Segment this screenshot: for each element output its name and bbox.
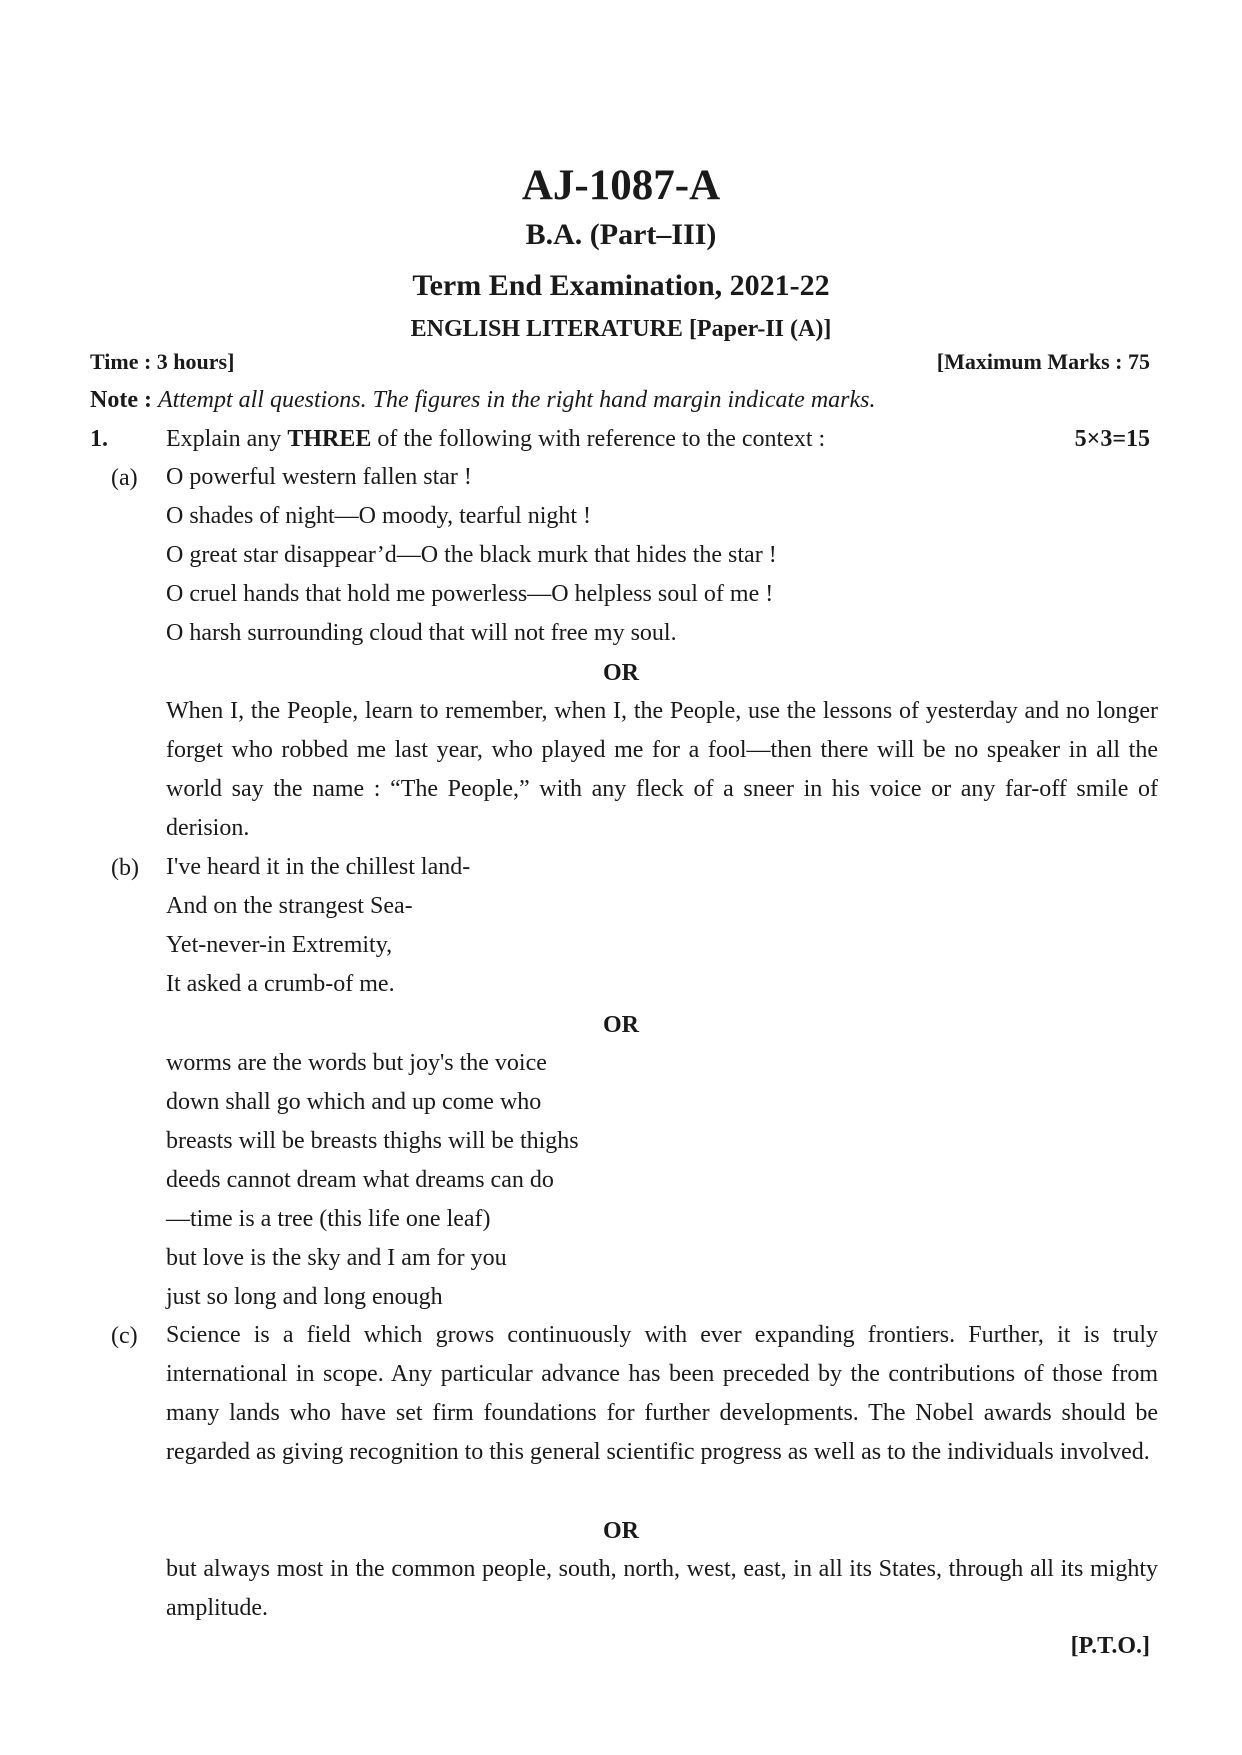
question-marks: 5×3=15 [1074,426,1150,452]
part-a-label: (a) [111,465,138,491]
poem-line: I've heard it in the chillest land- [166,854,471,880]
poem-line: —time is a tree (this life one leaf) [166,1206,491,1232]
note-text: Attempt all questions. The figures in the right hand margin indicate marks. [157,387,876,413]
paper-code: AJ-1087-A [521,162,721,209]
or-separator: OR [603,1012,639,1038]
max-marks-label: [Maximum Marks : 75 [936,349,1150,374]
poem-line: O cruel hands that hold me powerless—O helpless soul of me ! [166,581,774,607]
poem-line: O shades of night—O moody, tearful night ! [166,503,592,529]
or-separator: OR [603,660,639,686]
question-number: 1. [90,426,108,452]
note-line [90,384,875,416]
part-b-poem-1 [166,848,1158,1004]
part-b-label: (b) [111,855,139,881]
part-c-label: (c) [111,1323,138,1349]
poem-line: worms are the words but joy's the voice [166,1050,547,1076]
poem-line: O great star disappear’d—O the black murk that hides the star ! [166,542,777,568]
prompt-bold: THREE [287,426,372,452]
or-separator: OR [603,1518,639,1544]
part-a-prose: When I, the People, learn to remember, when I, the People, use the lessons of yesterday and no longer forget who robbed me last year, who played me for a fool—then there will be no speaker in all the world say the name : “The People,” with any fleck of a sneer in his voice or any far-off smile of derision. [166,698,1158,841]
poem-line: breasts will be breasts thighs will be thighs [166,1128,579,1154]
course-title: B.A. (Part–III) [525,218,717,251]
exam-title: Term End Examination, 2021-22 [412,269,830,302]
prompt-before: Explain any [166,426,288,452]
part-b-poem-2 [166,1044,1158,1317]
part-c-prose-2: but always most in the common people, south, north, west, east, in all its States, through all its mighty amplitude. [166,1556,1158,1621]
poem-line: just so long and long enough [166,1284,443,1310]
question-prompt [166,423,825,455]
part-a-poem [166,458,1158,653]
poem-line: Yet-never-in Extremity, [166,932,393,958]
prompt-after: of the following with reference to the context : [371,426,826,452]
note-label: Note : [90,387,152,413]
pto-label: [P.T.O.] [1070,1633,1150,1659]
part-c-prose: Science is a field which grows continuously with ever expanding frontiers. Further, it is truly international in scope. Any particular advance has been preceded by the contributions of those from many lands who have set firm foundations for further developments. The Nobel awards should be regarded as giving recognition to this general scientific progress as well as to the individuals involved. [166,1322,1158,1465]
poem-line: It asked a crumb-of me. [166,971,395,997]
poem-line: O harsh surrounding cloud that will not free my soul. [166,620,677,646]
paper-title: ENGLISH LITERATURE [Paper-II (A)] [410,316,832,342]
poem-line: O powerful western fallen star ! [166,464,472,490]
poem-line: down shall go which and up come who [166,1089,542,1115]
poem-line: And on the strangest Sea- [166,893,413,919]
poem-line: but love is the sky and I am for you [166,1245,507,1271]
poem-line: deeds cannot dream what dreams can do [166,1167,554,1193]
time-label: Time : 3 hours] [90,349,235,374]
